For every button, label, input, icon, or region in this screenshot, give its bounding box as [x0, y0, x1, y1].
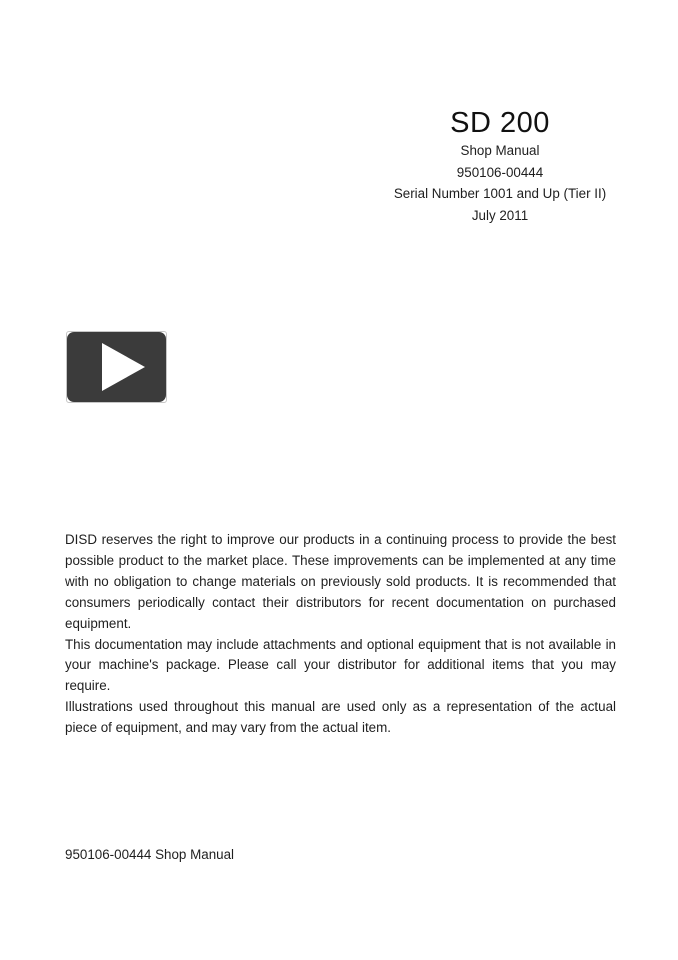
- video-thumbnail[interactable]: [66, 331, 167, 403]
- play-button[interactable]: [67, 332, 166, 402]
- header-title-block: [382, 106, 618, 226]
- subtitle-part-number: 950106-00444: [456, 164, 544, 180]
- subtitle-shop-manual: Shop Manual: [460, 143, 540, 158]
- paragraph-products-disclaimer: DISD reserves the right to improve our products in a continuing process to provide the best possible product to the market place. These improvements can be implemented at any time with no obligation to change materials on previously sold products. It is recommended that consumers periodically contact their distributors for recent documentation on purchased equipment.: [65, 532, 616, 631]
- disclaimer-text: [65, 530, 616, 739]
- subtitle-serial-number: Serial Number 1001 and Up (Tier II): [393, 186, 607, 202]
- paragraph-attachments-disclaimer: This documentation may include attachments and optional equipment that is not available in your machine's package. Please call your distributor for additional items that you may require.: [65, 636, 616, 694]
- page-title: SD 200: [450, 107, 550, 139]
- subtitle-date: July 2011: [471, 207, 529, 223]
- footer-text: 950106-00444 Shop Manual: [65, 847, 235, 862]
- paragraph-illustrations-disclaimer: Illustrations used throughout this manual are used only as a representation of the actual piece of equipment, and may vary from the actual item.: [65, 699, 616, 736]
- play-icon: [102, 343, 145, 391]
